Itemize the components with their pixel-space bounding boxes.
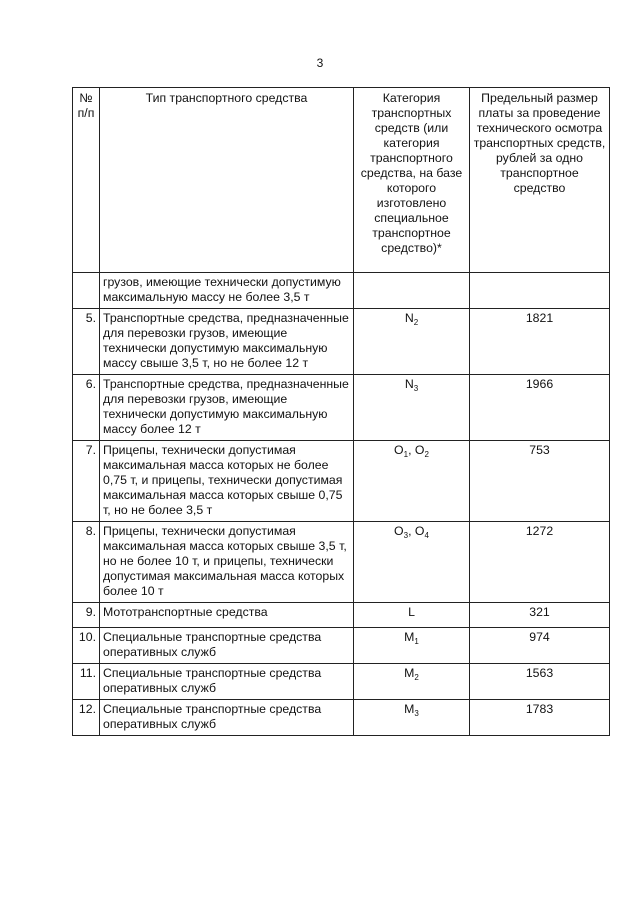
table-row [73,603,610,628]
table-body [73,273,610,736]
category-letter: M [404,702,415,716]
cell-category [354,700,470,736]
category-subscript: 2 [414,673,419,682]
cell-fee: 1563 [470,664,610,700]
category-subscript: 2 [413,318,419,327]
cell-vehicle-type: Транспортные средства, предназначенные для перевозки грузов, имеющие технически допустимую максимальную массу более 12 т [100,375,354,441]
cell-vehicle-type: Транспортные средства, предназначенные для перевозки грузов, имеющие технически допустимую максимальную массу свыше 3,5 т, но не более 12 т [100,309,354,375]
cell-num: 9. [73,603,100,628]
cell-vehicle-type: Прицепы, технически допустимая максимальная масса которых свыше 3,5 т, но не более 10 т, и прицепы, технически допустимая максимальная масса которых более 10 т [100,522,354,603]
category-letter: L [408,605,415,619]
category-letter: N [404,311,414,325]
header-num: № п/п [73,88,100,273]
page-number: 3 [316,56,324,70]
cell-category [354,375,470,441]
cell-vehicle-type: грузов, имеющие технически допустимую максимальную массу не более 3,5 т [100,273,354,309]
cell-num: 5. [73,309,100,375]
header-vehicle-type: Тип транспортного средства [100,88,354,273]
cell-vehicle-type: Прицепы, технически допустимая максимальная масса которых не более 0,75 т, и прицепы, технически допустимая максимальная масса которых свыше 0,75 т, но не более 3,5 т [100,441,354,522]
category-subscript-second: 4 [424,531,429,540]
category-subscript: 3 [414,709,419,718]
category-letter: M [404,630,415,644]
cell-vehicle-type: Специальные транспортные средства оперативных служб [100,628,354,664]
category-subscript: 3 [413,384,419,393]
category-letter-second: , O [408,443,425,457]
cell-num: 11. [73,664,100,700]
header-fee: Предельный размер платы за проведение технического осмотра транспортных средств, рублей за одно транспортное средство [470,88,610,273]
category-letter-second: , O [408,524,425,538]
cell-category [354,441,470,522]
category-subscript: 3 [403,531,409,540]
category-subscript-second: 2 [424,450,429,459]
cell-fee: 1783 [470,700,610,736]
table-row [73,375,610,441]
cell-vehicle-type: Специальные транспортные средства оперативных служб [100,700,354,736]
cell-fee [470,273,610,309]
table-header-row [73,88,610,273]
cell-category [354,273,470,309]
table-row [73,628,610,664]
cell-fee: 1966 [470,375,610,441]
cell-fee: 321 [470,603,610,628]
cell-category [354,664,470,700]
category-letter: N [404,377,414,391]
cell-fee: 753 [470,441,610,522]
cell-num: 10. [73,628,100,664]
cell-num: 12. [73,700,100,736]
table-row [73,700,610,736]
cell-num: 6. [73,375,100,441]
table-row [73,309,610,375]
cell-category [354,603,470,628]
cell-vehicle-type: Специальные транспортные средства оперативных служб [100,664,354,700]
cell-category [354,628,470,664]
table-row [73,664,610,700]
category-subscript: 1 [414,637,419,646]
cell-fee: 974 [470,628,610,664]
cell-num: 7. [73,441,100,522]
cell-vehicle-type: Мототранспортные средства [100,603,354,628]
cell-fee: 1821 [470,309,610,375]
table-row [73,441,610,522]
cell-category [354,522,470,603]
header-category: Категория транспортных средств (или категория транспортного средства, на базе которого изготовлено специальное транспортное средство)* [354,88,470,273]
category-letter: O [394,443,404,457]
category-subscript: 1 [403,450,409,459]
cell-category [354,309,470,375]
category-letter: O [394,524,404,538]
category-letter: M [404,666,415,680]
cell-num: 8. [73,522,100,603]
table-row [73,522,610,603]
cell-num [73,273,100,309]
cell-fee: 1272 [470,522,610,603]
inspection-fee-table [72,87,610,736]
table-row-continuation [73,273,610,309]
